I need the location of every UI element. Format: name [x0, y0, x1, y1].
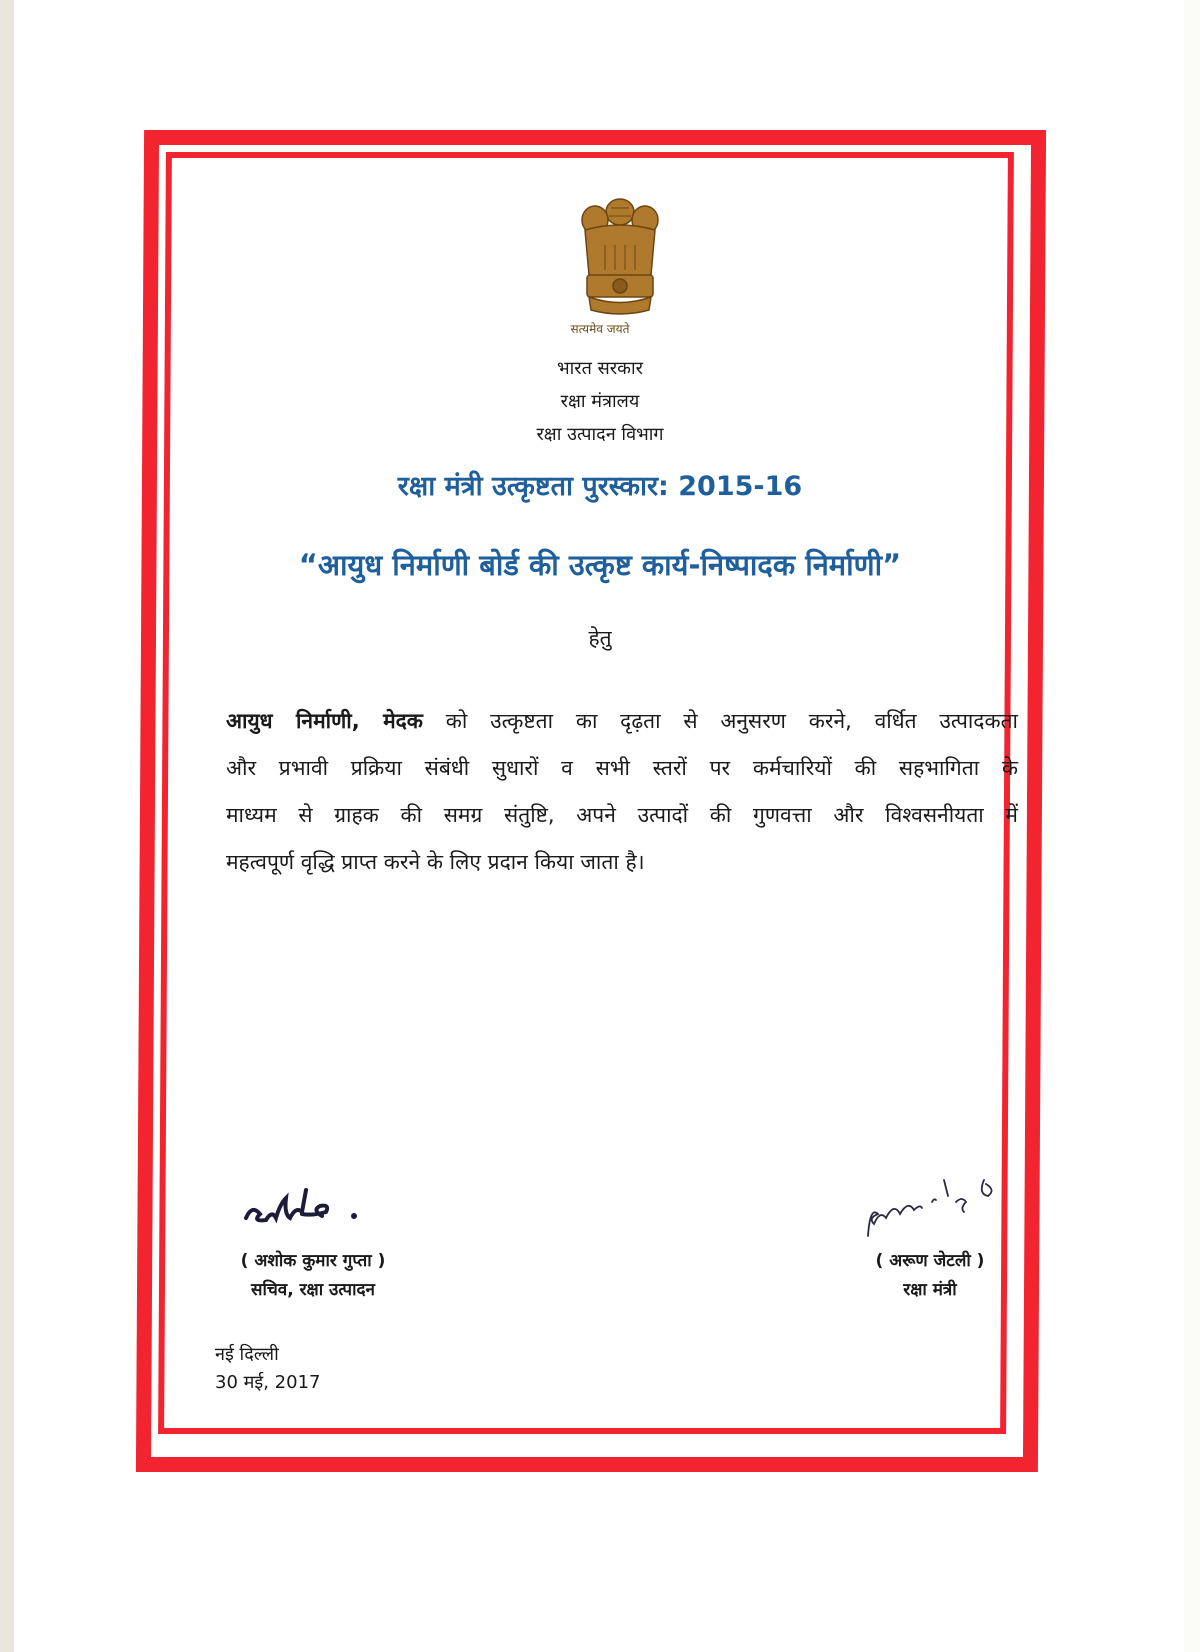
citation-paragraph [226, 698, 1018, 886]
award-title: रक्षा मंत्री उत्कृष्टता पुरस्कार: 2015-16 [397, 471, 803, 502]
right-signatory-name: ( अरूण जेटली ) [875, 1251, 985, 1271]
citation-line-2: और प्रभावी प्रक्रिया संबंधी सुधारों व सभी स्तरों पर कर्मचारियों की सहभागिता के [226, 756, 1018, 780]
national-emblem-icon [575, 190, 665, 340]
award-category: “आयुध निर्माणी बोर्ड की उत्कृष्ट कार्य-निष्पादक निर्माणी” [298, 548, 902, 582]
left-signatory-designation: सचिव, रक्षा उत्पादन [251, 1280, 375, 1300]
signature-right [862, 1178, 1032, 1248]
place: नई दिल्ली [215, 1344, 279, 1365]
header-ministry: रक्षा मंत्रालय [560, 391, 640, 412]
citation-line-3: माध्यम से ग्राहक की समग्र संतुष्टि, अपने उत्पादों की गुणवत्ता और विश्वसनीयता में [226, 803, 1018, 827]
scan-edge [0, 0, 14, 1652]
signature-left [238, 1178, 388, 1238]
for-label: हेतु [588, 626, 612, 650]
header-department: रक्षा उत्पादन विभाग [536, 424, 664, 445]
left-signatory-name: ( अशोक कुमार गुप्ता ) [240, 1251, 386, 1271]
date: 30 मई, 2017 [215, 1372, 321, 1393]
right-signatory-designation: रक्षा मंत्री [903, 1280, 957, 1300]
citation-text: को उत्कृष्टता का दृढ़ता से अनुसरण करने, वर्धित उत्पादकता [422, 709, 1018, 733]
citation-line-1 [226, 698, 1018, 745]
recipient-name: आयुध निर्माणी, मेदक [226, 709, 423, 733]
emblem-motto: सत्यमेव जयते [570, 322, 630, 336]
citation-line-4: महत्वपूर्ण वृद्धि प्राप्त करने के लिए प्रदान किया जाता है। [226, 850, 645, 874]
header-government: भारत सरकार [556, 358, 644, 379]
